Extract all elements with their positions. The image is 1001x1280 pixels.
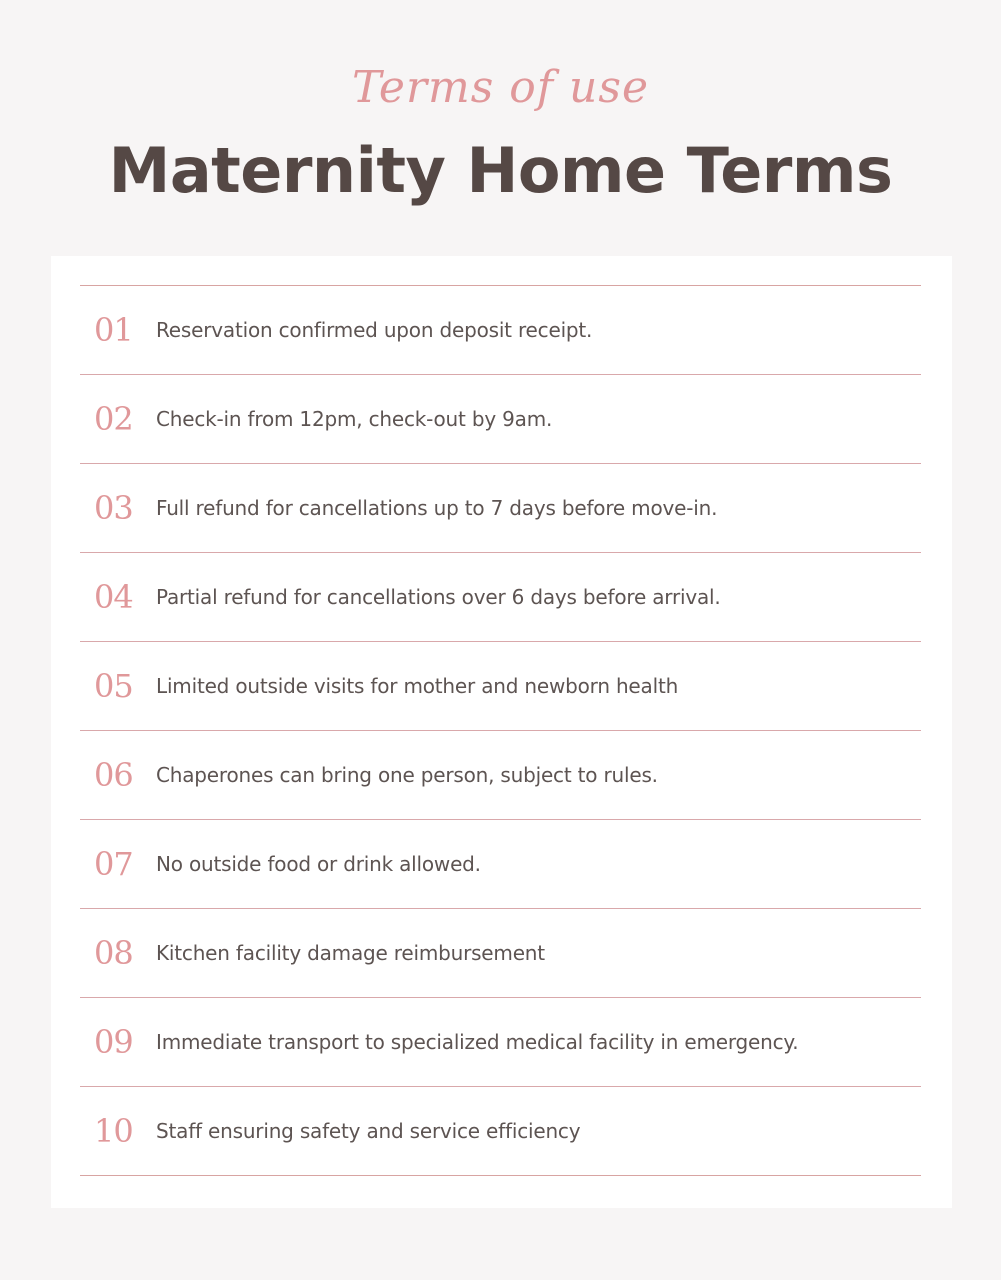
term-number: 06 (94, 756, 133, 794)
subtitle: Terms of use (351, 62, 649, 113)
term-text: Full refund for cancellations up to 7 days before move-in. (156, 496, 718, 520)
term-text: No outside food or drink allowed. (156, 852, 481, 876)
term-number: 09 (94, 1023, 133, 1061)
term-row-07 (80, 820, 921, 909)
term-row-04 (80, 553, 921, 642)
page-title: Maternity Home Terms (108, 134, 893, 207)
term-row-03 (80, 464, 921, 553)
term-row-08 (80, 909, 921, 998)
term-text: Kitchen facility damage reimbursement (156, 941, 545, 965)
term-text: Limited outside visits for mother and newborn health (156, 674, 679, 698)
term-row-01 (80, 286, 921, 375)
term-row-05 (80, 642, 921, 731)
term-row-02 (80, 375, 921, 464)
term-number: 07 (94, 845, 133, 883)
term-number: 02 (94, 400, 133, 438)
term-row-06 (80, 731, 921, 820)
term-text: Staff ensuring safety and service efficiency (156, 1119, 581, 1143)
term-text: Reservation confirmed upon deposit receipt. (156, 318, 593, 342)
term-text: Check-in from 12pm, check-out by 9am. (156, 407, 553, 431)
term-number: 01 (94, 311, 133, 349)
terms-list (80, 285, 921, 1176)
term-text: Chaperones can bring one person, subject to rules. (156, 763, 658, 787)
term-number: 04 (94, 578, 133, 616)
term-number: 10 (94, 1112, 133, 1150)
terms-card (51, 256, 952, 1208)
term-row-10 (80, 1087, 921, 1176)
term-number: 03 (94, 489, 133, 527)
term-text: Partial refund for cancellations over 6 days before arrival. (156, 585, 721, 609)
term-row-09 (80, 998, 921, 1087)
term-number: 05 (94, 667, 133, 705)
term-text: Immediate transport to specialized medical facility in emergency. (156, 1030, 799, 1054)
term-number: 08 (94, 934, 133, 972)
